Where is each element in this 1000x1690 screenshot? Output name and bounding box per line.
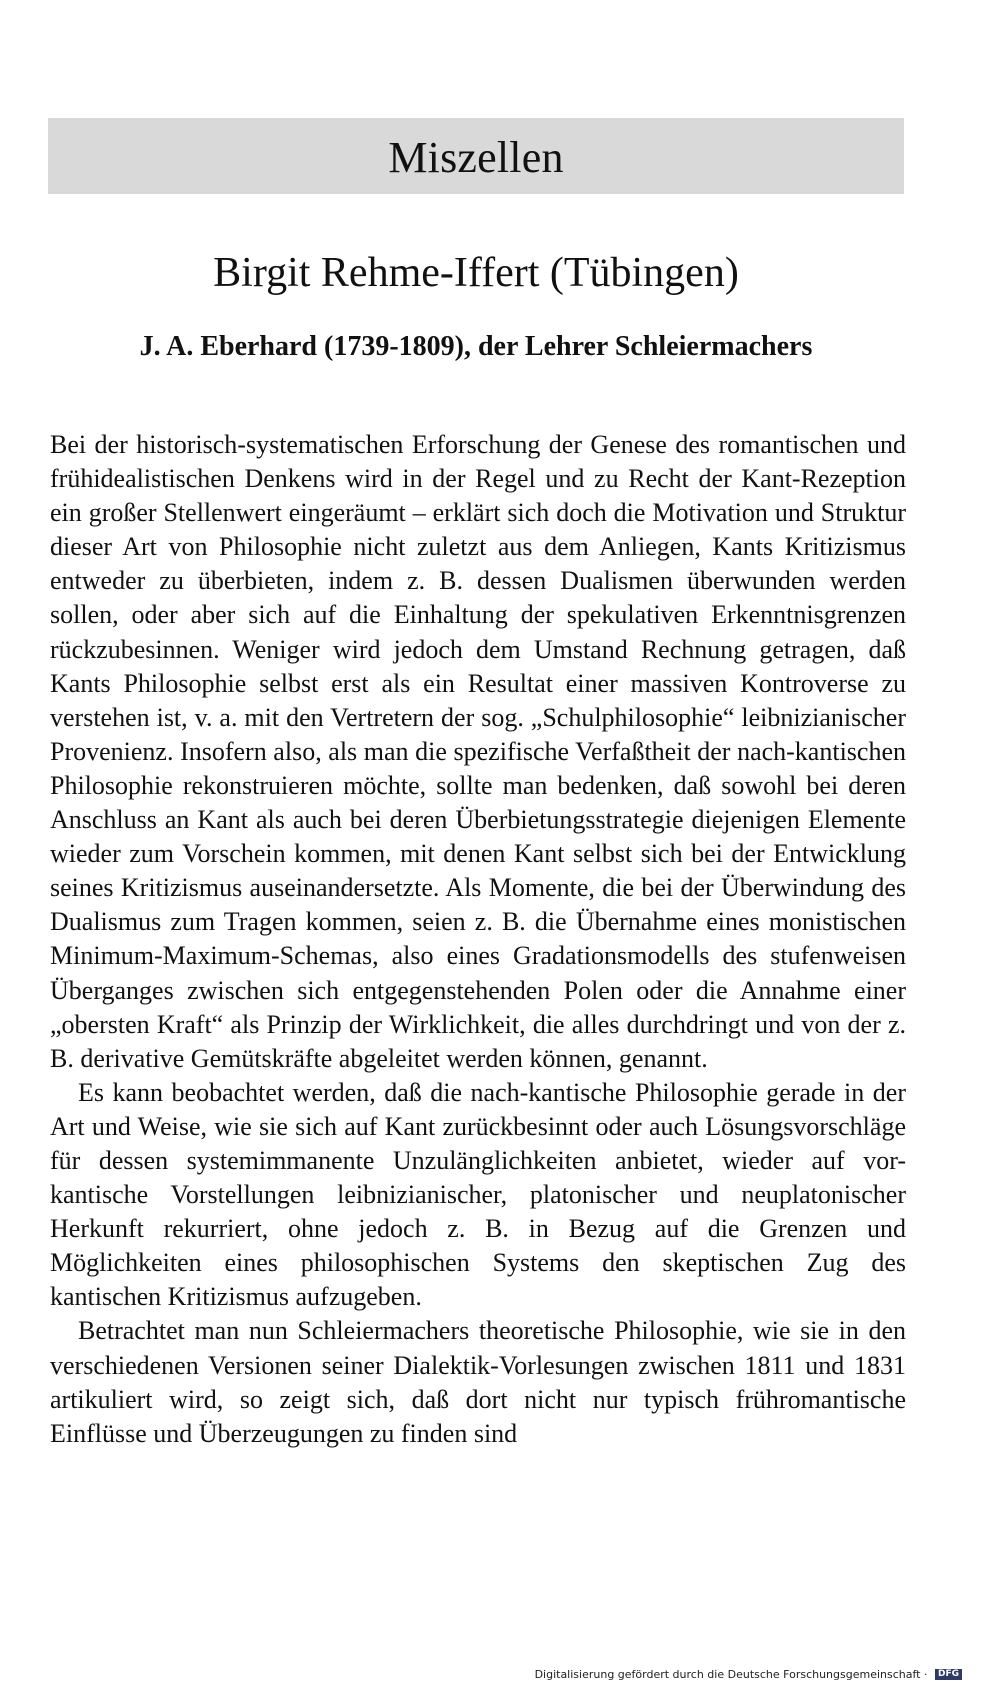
digitization-credit-text: Digitalisierung gefördert durch die Deutsche Forschungsgemeinschaft · — [534, 1667, 928, 1681]
section-banner — [48, 118, 904, 194]
paragraph-1: Bei der historisch-systematischen Erforschung der Genese des romantischen und frühidealistischen Denkens wird in der Regel und zu Recht der Kant-Rezeption ein großer Stellenwert eingeräumt – erklärt sich doch die Motivation und Struktur dieser Art von Philosophie nicht zuletzt aus dem Anliegen, Kants Kritizismus entweder zu überbieten, indem z. B. dessen Dualismen überwunden werden sollen, oder aber sich auf die Einhaltung der spekulativen Erkenntnisgrenzen rückzubesinnen. Weniger wird jedoch dem Umstand Rechnung getragen, daß Kants Philosophie selbst erst als ein Resultat einer massiven Kontroverse zu verstehen ist, v. a. mit den Vertretern der sog. „Schulphilosophie“ leibnizianischer Provenienz. Insofern also, als man die spezifische Verfaßtheit der nach-kantischen Philosophie rekonstruieren möchte, sollte man bedenken, daß sowohl bei deren Anschluss an Kant als auch bei deren Überbietungsstrategie diejenigen Elemente wieder zum Vorschein kommen, mit denen Kant selbst sich bei der Entwicklung seines Kritizismus auseinandersetzte. Als Momente, die bei der Überwindung des Dualismus zum Tragen kommen, seien z. B. die Übernahme eines monistischen Minimum-Maximum-Schemas, also eines Gradationsmodells des stufenweisen Überganges zwischen sich entgegenstehenden Polen oder die Annahme einer „obersten Kraft“ als Prinzip der Wirklichkeit, die alles durchdringt und von der z. B. derivative Gemütskräfte abgeleitet werden können, genannt. — [50, 430, 906, 1073]
paragraph-3: Betrachtet man nun Schleiermachers theoretische Philosophie, wie sie in den verschiedenen Versionen seiner Dialektik-Vorlesungen zwischen 1811 und 1831 artikuliert wird, so zeigt sich, daß dort nicht nur typisch frühromantische Einflüsse und Überzeugungen zu finden sind — [50, 1316, 906, 1448]
paragraph-2: Es kann beobachtet werden, daß die nach-kantische Philosophie gerade in der Art und Weise, wie sie sich auf Kant zurückbesinnt oder auch Lösungsvorschläge für dessen systemimmanente Unzulänglichkeiten anbietet, wieder auf vor-kantische Vorstellungen leibnizianischer, platonischer und neuplatonischer Herkunft rekurriert, ohne jedoch z. B. in Bezug auf die Grenzen und Möglichkeiten eines philosophischen Systems den skeptischen Zug des kantischen Kritizismus aufzugeben. — [50, 1077, 906, 1312]
digitization-credit — [535, 1669, 962, 1681]
article-title: J. A. Eberhard (1739-1809), der Lehrer Schleiermachers — [139, 331, 813, 362]
section-title: Miszellen — [388, 133, 564, 182]
dfg-logo: DFG — [935, 1669, 962, 1680]
author-name: Birgit Rehme-Iffert (Tübingen) — [213, 250, 739, 296]
article-body — [50, 428, 906, 1451]
